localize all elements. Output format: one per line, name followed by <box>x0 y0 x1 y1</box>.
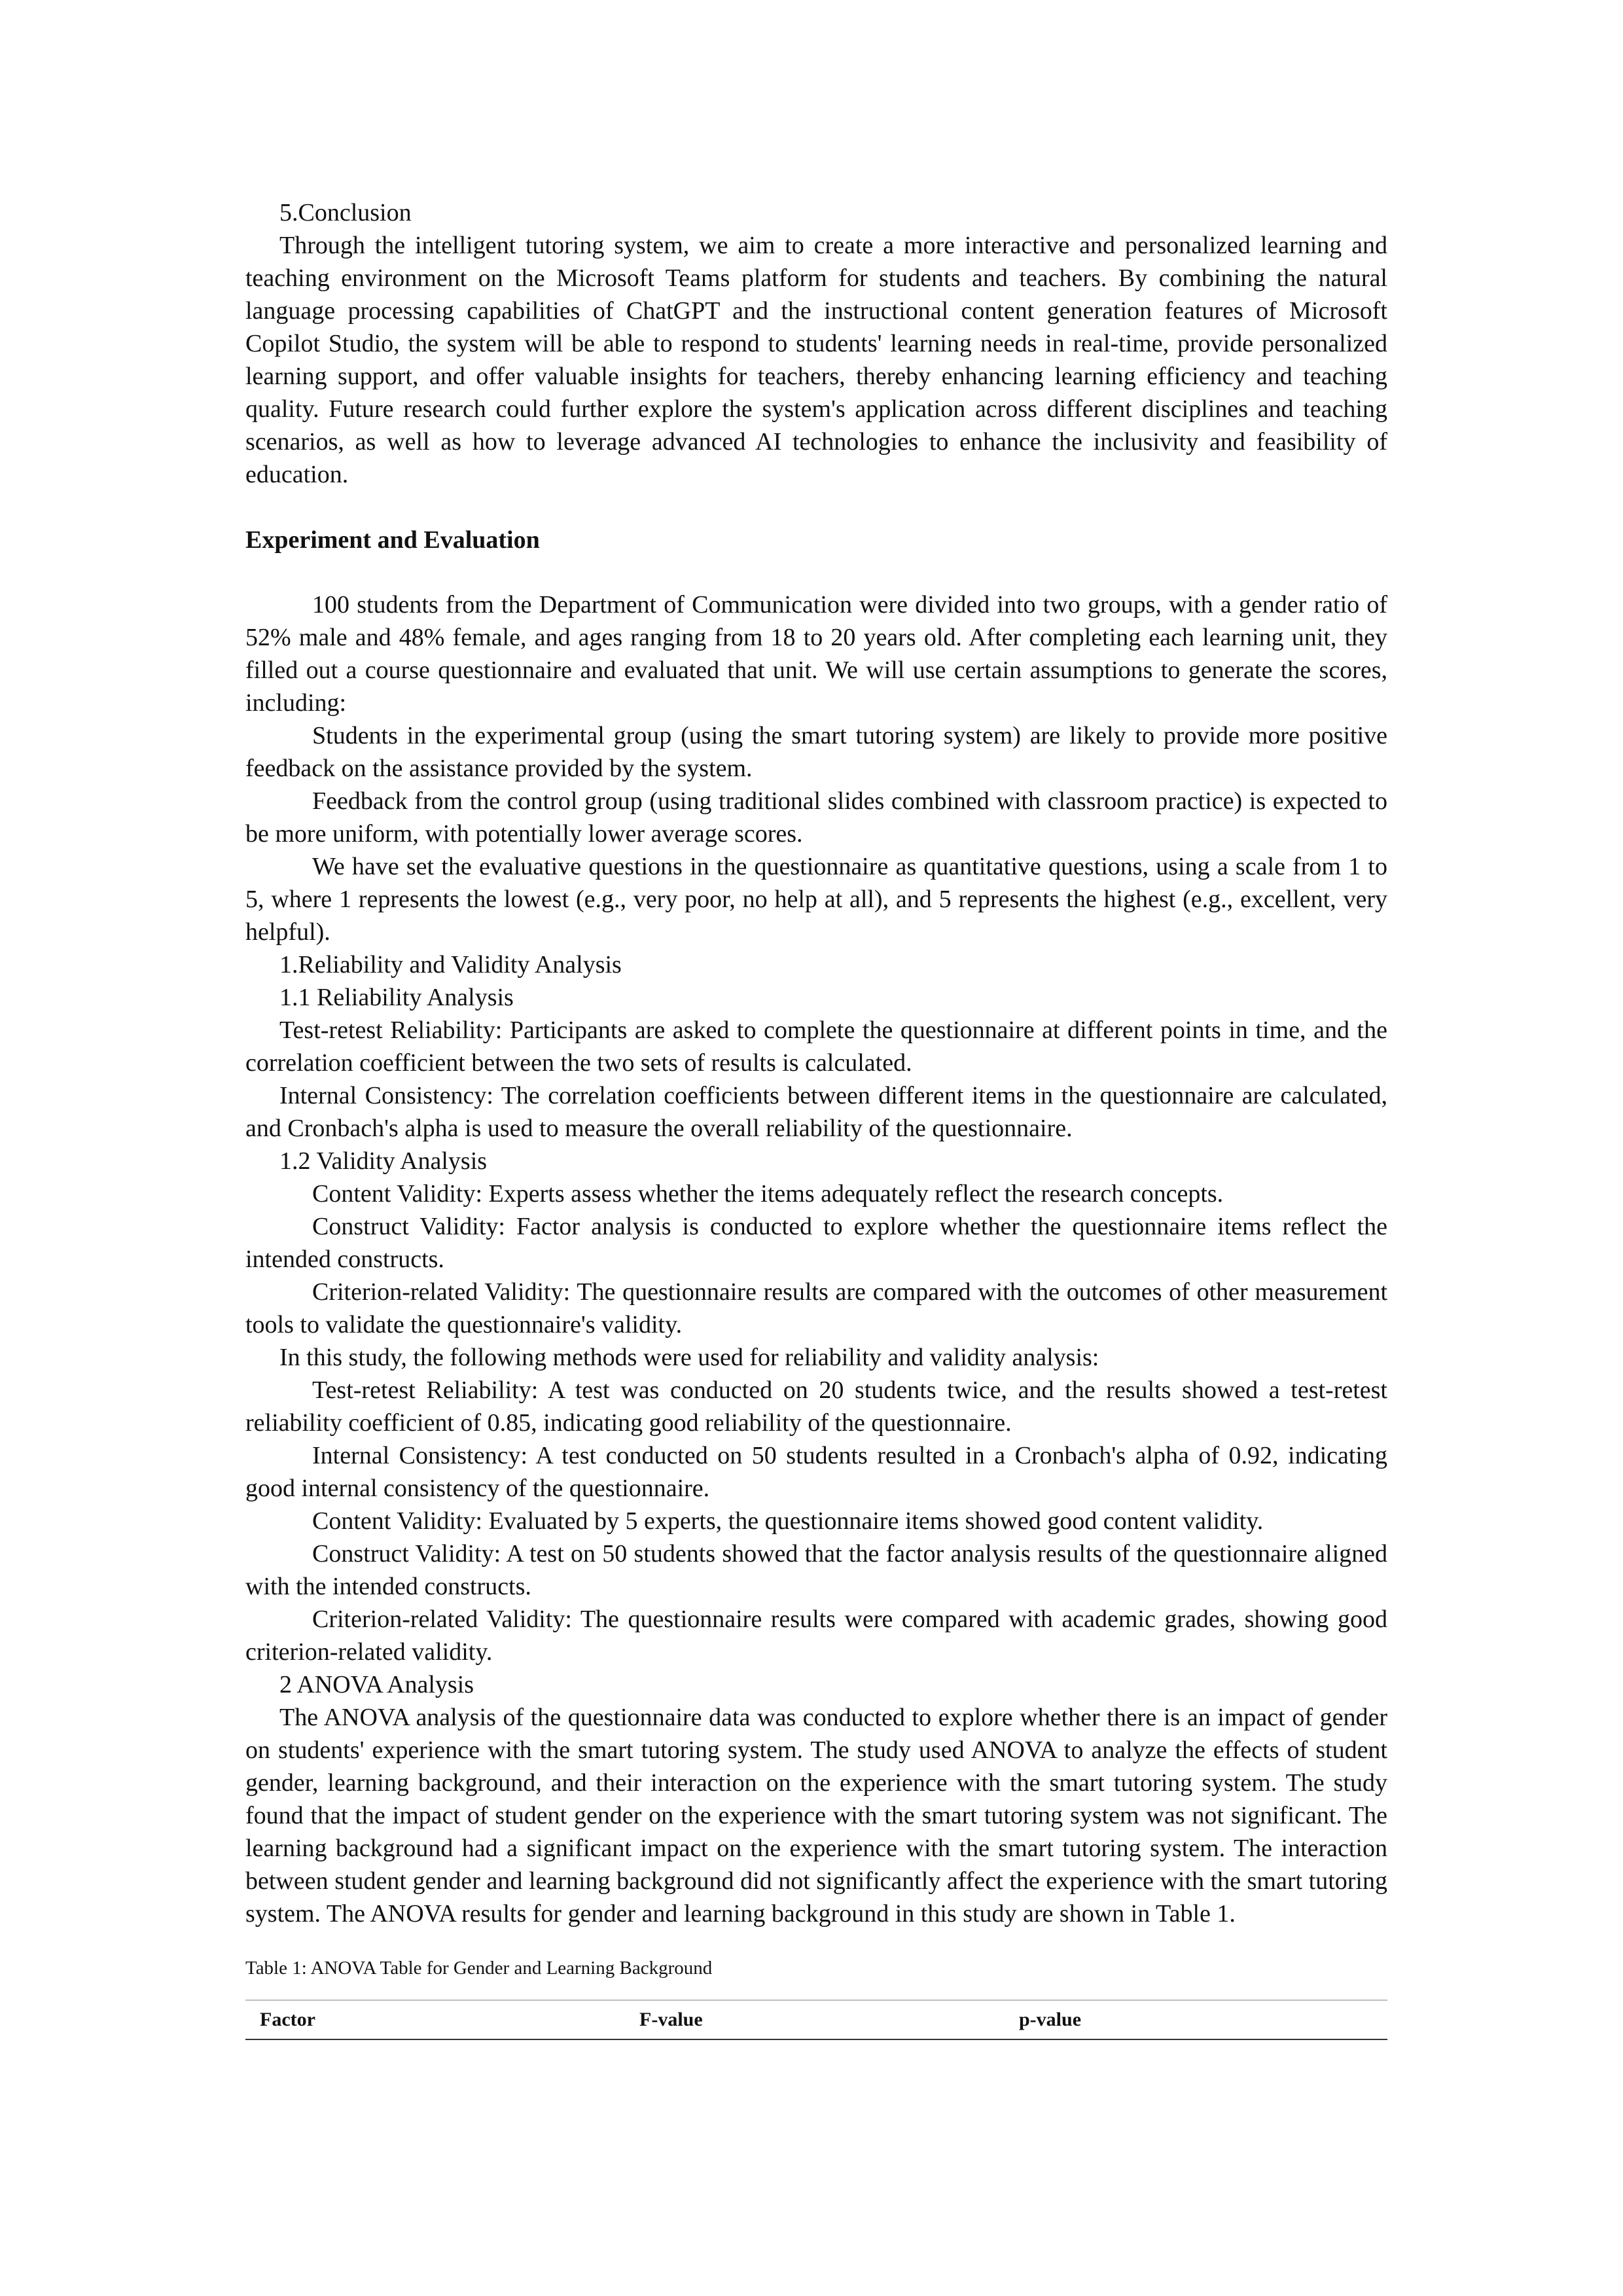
criterion-validity-definition: Criterion-related Validity: The questionnaire results are compared with the outcomes of other measurement tools to validate the questionnaire's validity. <box>245 1278 1387 1338</box>
construct-validity-result: Construct Validity: A test on 50 students showed that the factor analysis results of the questionnaire aligned with the intended constructs. <box>245 1540 1387 1600</box>
experiment-heading: Experiment and Evaluation <box>245 526 540 554</box>
text-column <box>245 196 1387 2040</box>
validity-heading: 1.2 Validity Analysis <box>279 1147 488 1175</box>
scale-note: We have set the evaluative questions in the questionnaire as quantitative questions, using a scale from 1 to 5, where 1 represents the lowest (e.g., very poor, no help at all), and 5 represents the highest (e.g., excellent, very helpful). <box>245 853 1387 946</box>
table-caption: Table 1: ANOVA Table for Gender and Learning Background <box>245 1958 713 1979</box>
test-retest-result: Test-retest Reliability: A test was conducted on 20 students twice, and the results showed a test-retest reliability coefficient of 0.85, indicating good reliability of the questionnaire. <box>245 1376 1387 1437</box>
column-header-f-value: F-value <box>639 2009 703 2030</box>
rv-heading: 1.Reliability and Validity Analysis <box>279 951 622 978</box>
experiment-intro: 100 students from the Department of Communication were divided into two groups, with a gender ratio of 52% male and 48% female, and ages ranging from 18 to 20 years old. After completing each learning unit, they filled out a course questionnaire and evaluated that unit. We will use certain assumptions to generate the scores, including: <box>245 591 1387 717</box>
methods-intro: In this study, the following methods were used for reliability and validity analysis: <box>279 1344 1099 1371</box>
conclusion-paragraph: Through the intelligent tutoring system, we aim to create a more interactive and personalized learning and teaching environment on the Microsoft Teams platform for students and teachers. By combining the natural language processing capabilities of ChatGPT and the instructional content generation features of Microsoft Copilot Studio, the system will be able to respond to students' learning needs in real-time, provide personalized learning support, and offer valuable insights for teachers, thereby enhancing learning efficiency and teaching quality. Future research could further explore the system's application across different disciplines and teaching scenarios, as well as how to leverage advanced AI technologies to enhance the inclusivity and feasibility of education. <box>245 232 1387 488</box>
assumption-1: Students in the experimental group (using the smart tutoring system) are likely to provide more positive feedback on the assistance provided by the system. <box>245 722 1387 782</box>
criterion-validity-result: Criterion-related Validity: The questionnaire results were compared with academic grades, showing good criterion-related validity. <box>245 1605 1387 1666</box>
column-header-factor: Factor <box>260 2009 315 2030</box>
test-retest-definition: Test-retest Reliability: Participants are asked to complete the questionnaire at different points in time, and the correlation coefficient between the two sets of results is calculated. <box>245 1016 1387 1077</box>
internal-consistency-definition: Internal Consistency: The correlation coefficients between different items in the questionnaire are calculated, and Cronbach's alpha is used to measure the overall reliability of the questionnaire. <box>245 1082 1387 1142</box>
construct-validity-definition: Construct Validity: Factor analysis is conducted to explore whether the questionnaire items reflect the intended constructs. <box>245 1213 1387 1273</box>
assumption-2: Feedback from the control group (using traditional slides combined with classroom practice) is expected to be more uniform, with potentially lower average scores. <box>245 787 1387 848</box>
conclusion-heading: 5.Conclusion <box>279 199 412 226</box>
anova-paragraph: The ANOVA analysis of the questionnaire data was conducted to explore whether there is an impact of gender on students' experience with the smart tutoring system. The study used ANOVA to analyze the effects of student gender, learning background, and their interaction on the experience with the smart tutoring system. The study found that the impact of student gender on the experience with the smart tutoring system was not significant. The learning background had a significant impact on the experience with the smart tutoring system. The interaction between student gender and learning background did not significantly affect the experience with the smart tutoring system. The ANOVA results for gender and learning background in this study are shown in Table 1. <box>245 1704 1387 1928</box>
column-header-p-value: p-value <box>1019 2009 1082 2030</box>
table-header-row <box>245 2001 1387 2039</box>
content-validity-definition: Content Validity: Experts assess whether the items adequately reflect the research concepts. <box>312 1180 1224 1208</box>
anova-heading: 2 ANOVA Analysis <box>279 1671 474 1698</box>
anova-table <box>245 2000 1387 2040</box>
internal-consistency-result: Internal Consistency: A test conducted on 50 students resulted in a Cronbach's alpha of 0.92, indicating good internal consistency of the questionnaire. <box>245 1442 1387 1502</box>
content-validity-result: Content Validity: Evaluated by 5 experts, the questionnaire items showed good content validity. <box>312 1507 1264 1535</box>
table-header-rule <box>245 2039 1387 2040</box>
reliability-heading: 1.1 Reliability Analysis <box>279 984 514 1011</box>
